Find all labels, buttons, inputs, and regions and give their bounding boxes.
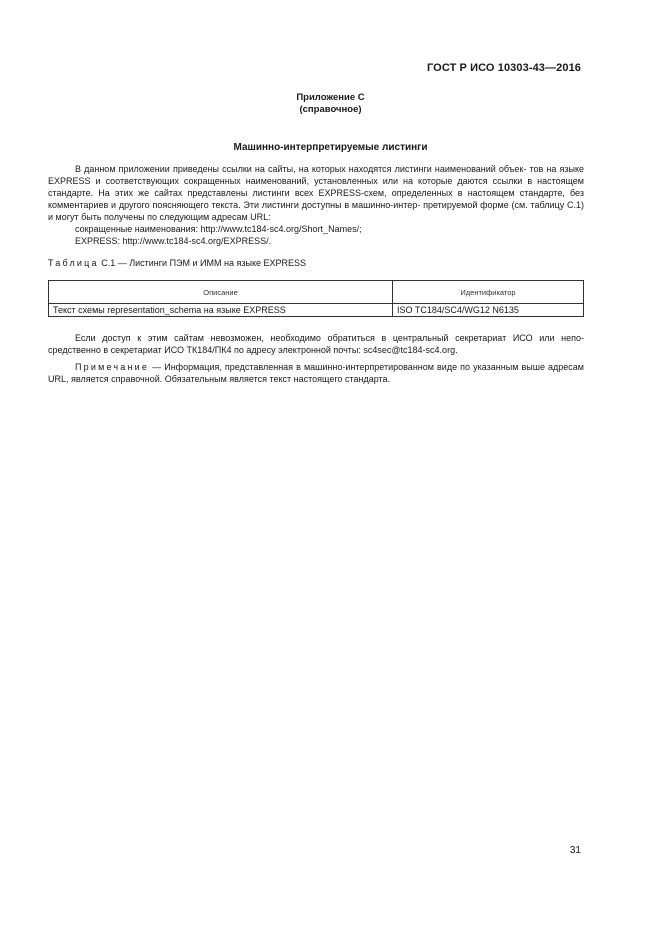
page-number: 31 bbox=[569, 845, 581, 856]
note-label: Примечание bbox=[75, 362, 150, 372]
listings-table bbox=[48, 280, 584, 317]
note-line: — Информация, представленная в машинно-интерпретированном виде по указанным bbox=[149, 362, 519, 372]
intro-line: тов на языке EXPRESS и соответствующих сокращенных наименований, установленных или на которые даются bbox=[48, 164, 585, 186]
intro-line: настоящем стандарте, без комментариев и другого поясняющего текста. Эти листинги доступны в машинно-интер- bbox=[48, 188, 584, 210]
column-header-identifier: Идентификатор bbox=[393, 281, 584, 304]
intro-text bbox=[48, 163, 584, 223]
annex-subtitle: (справочное) bbox=[299, 104, 362, 115]
access-text bbox=[48, 332, 584, 356]
table-caption-text: С.1 — Листинги ПЭМ и ИММ на языке EXPRESS bbox=[98, 258, 307, 268]
intro-paragraph bbox=[48, 163, 584, 247]
note-line: выше адресам URL, является справочной. Обязательным является текст настоящего стандарта. bbox=[48, 362, 584, 384]
note-text bbox=[48, 361, 584, 385]
table-caption-label: Таблица bbox=[48, 258, 99, 268]
annex-title: Приложение С bbox=[296, 92, 365, 103]
intro-line: претируемой форме (см. таблицу С.1) и могут быть получены по следующим адресам URL: bbox=[48, 200, 584, 222]
annex-heading bbox=[0, 92, 661, 116]
table-caption bbox=[48, 258, 306, 268]
table-row bbox=[49, 304, 584, 317]
table-header-row bbox=[49, 281, 584, 304]
cell-description: Текст схемы representation_schema на языке EXPRESS bbox=[49, 304, 393, 317]
url-express[interactable]: EXPRESS: http://www.tc184-sc4.org/EXPRESS/. bbox=[75, 236, 272, 246]
intro-line: ссылки в настоящем стандарте. На этих же сайтах представлены листинги всех EXPRESS-схем, определенных в bbox=[48, 176, 584, 198]
access-line: Если доступ к этим сайтам невозможен, необходимо обратиться в центральный секретариат ИСО или непо- bbox=[75, 333, 584, 343]
url-short-names[interactable]: сокращенные наименования: http://www.tc184-sc4.org/Short_Names/; bbox=[75, 224, 362, 234]
column-header-description: Описание bbox=[49, 281, 393, 304]
access-line: средственно в секретариат ИСО ТК184/ПК4 по адресу электронной почты: sc4sec@tc184-sc4.org. bbox=[48, 345, 458, 355]
access-paragraph bbox=[48, 332, 584, 356]
document-code: ГОСТ Р ИСО 10303-43—2016 bbox=[426, 62, 581, 74]
cell-identifier: ISO TC184/SC4/WG12 N6135 bbox=[393, 304, 584, 317]
section-title: Машинно-интерпретируемые листинги bbox=[233, 142, 428, 153]
intro-line: В данном приложении приведены ссылки на сайты, на которых находятся листинги наименований объек- bbox=[75, 164, 527, 174]
note-paragraph bbox=[48, 361, 584, 385]
